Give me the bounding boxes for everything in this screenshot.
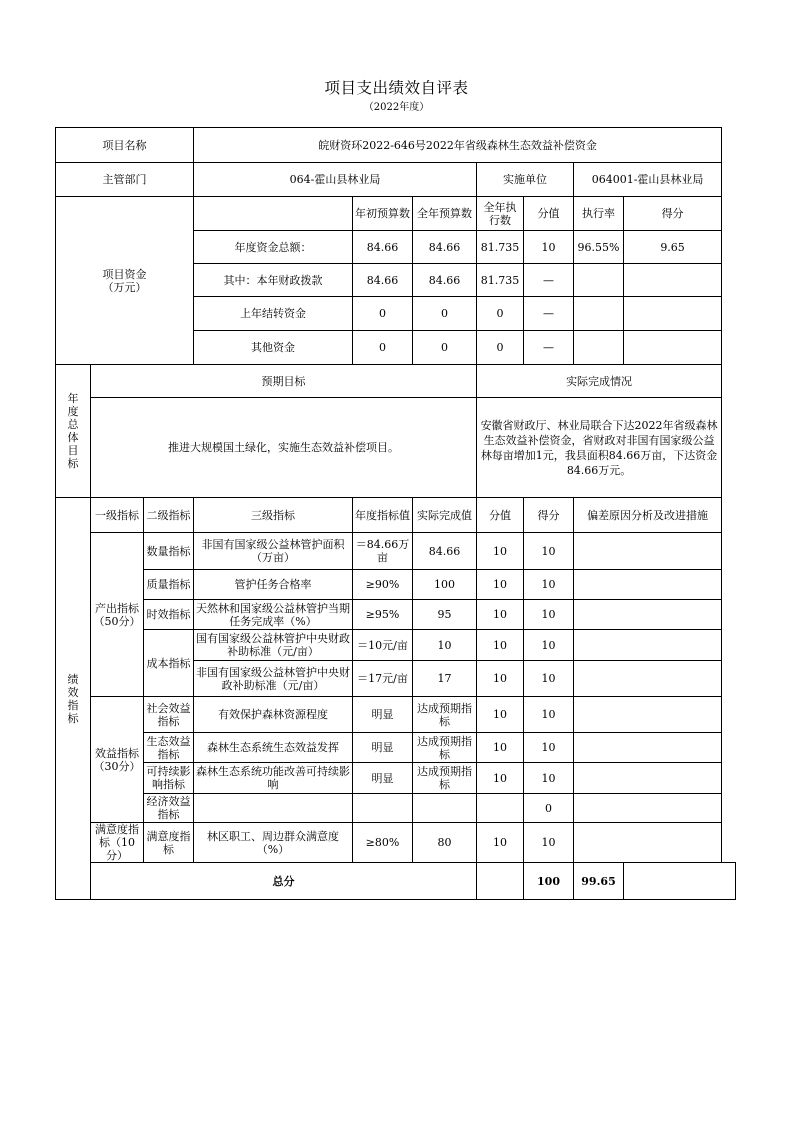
benefit-label — [91, 697, 144, 823]
output-label-line2: （50分） — [93, 614, 141, 628]
indicator-level3: 有效保护森林资源程度 — [194, 697, 353, 733]
indicator-target: 明显 — [353, 733, 413, 763]
funds-row-initial: 84.66 — [353, 231, 413, 264]
indicator-level2: 数量指标 — [144, 533, 194, 570]
goals-side-char: 年 — [67, 392, 79, 405]
indicator-target: ＝17元/亩 — [353, 661, 413, 697]
funds-row-initial: 0 — [353, 331, 413, 365]
indicator-score-value: 10 — [477, 661, 524, 697]
indicator-score-value: 10 — [477, 733, 524, 763]
indicator-score: 10 — [524, 661, 574, 697]
indicator-score: 10 — [524, 823, 574, 863]
page-title: 项目支出绩效自评表 — [324, 79, 469, 97]
indicator-row — [56, 600, 736, 630]
indicator-target: ≥95% — [353, 600, 413, 630]
funds-row-score-value: — — [524, 297, 574, 331]
funds-row-rate: 96.55% — [574, 231, 624, 264]
indicator-score: 10 — [524, 733, 574, 763]
impl-label: 实施单位 — [477, 163, 574, 197]
goals-header-row — [56, 365, 736, 398]
funds-row-label: 其中：本年财政拨款 — [194, 264, 353, 297]
indicator-row — [56, 630, 736, 661]
header-level1: 一级指标 — [91, 498, 144, 533]
goals-content-row — [56, 398, 736, 498]
header-actual: 实际完成值 — [413, 498, 477, 533]
indicators-header-row — [56, 498, 736, 533]
impl-value: 064001-霍山县林业局 — [574, 163, 722, 197]
goals-side-char: 目 — [67, 444, 79, 457]
funds-row-label: 其他资金 — [194, 331, 353, 365]
dept-label: 主管部门 — [56, 163, 194, 197]
funds-row-rate — [574, 264, 624, 297]
department-row — [56, 163, 736, 197]
indicator-level3: 天然林和国家级公益林管护当期任务完成率（%） — [194, 600, 353, 630]
dept-value: 064-霍山县林业局 — [194, 163, 477, 197]
indicator-target — [353, 794, 413, 823]
goals-side-char: 度 — [67, 405, 79, 418]
funds-row-label: 上年结转资金 — [194, 297, 353, 331]
goals-side-char: 总 — [67, 418, 79, 431]
indicator-analysis — [574, 823, 722, 863]
goals-actual-text: 安徽省财政厅、林业局联合下达2022年省级森林生态效益补偿资金，省财政对非国有国家级公益林每亩增加1元，我县面积84.66万亩，下达资金84.66万元。 — [477, 398, 722, 498]
funds-label-line1: 项目资金 — [102, 267, 147, 281]
indicator-level3: 国有国家级公益林管护中央财政补助标准（元/亩） — [194, 630, 353, 661]
funds-row-score — [624, 331, 722, 365]
funds-row-score-value: 10 — [524, 231, 574, 264]
project-name-value: 皖财资环2022-646号2022年省级森林生态效益补偿资金 — [194, 128, 722, 163]
indicator-score: 10 — [524, 763, 574, 794]
funds-header-score-value: 分值 — [524, 197, 574, 231]
indicator-analysis — [574, 570, 722, 600]
indicator-level3: 森林生态系统生态效益发挥 — [194, 733, 353, 763]
header-level2: 二级指标 — [144, 498, 194, 533]
funds-row-executed: 0 — [477, 331, 524, 365]
header-level3: 三级指标 — [194, 498, 353, 533]
indicator-analysis — [574, 794, 722, 823]
indicator-score-value: 10 — [477, 630, 524, 661]
indicator-actual: 10 — [413, 630, 477, 661]
header-score-value: 分值 — [477, 498, 524, 533]
indicator-actual — [413, 794, 477, 823]
funds-row-score — [624, 297, 722, 331]
funds-row-rate — [574, 331, 624, 365]
indicator-actual: 84.66 — [413, 533, 477, 570]
indicator-actual: 80 — [413, 823, 477, 863]
indicator-level3 — [194, 794, 353, 823]
funds-row-score-value: — — [524, 264, 574, 297]
goals-side-char: 标 — [67, 457, 79, 470]
indicator-analysis — [574, 763, 722, 794]
indicator-score-value: 10 — [477, 570, 524, 600]
indicator-row — [56, 733, 736, 763]
indicator-actual: 达成预期指标 — [413, 697, 477, 733]
indicator-row — [56, 533, 736, 570]
funds-row-score: 9.65 — [624, 231, 722, 264]
goals-side-char: 体 — [67, 431, 79, 444]
funds-header-initial: 年初预算数 — [353, 197, 413, 231]
output-label-line1: 产出指标 — [95, 601, 139, 615]
indicator-analysis — [574, 733, 722, 763]
indicator-level3: 林区职工、周边群众满意度（%） — [194, 823, 353, 863]
total-actual — [477, 863, 524, 900]
indicator-analysis — [574, 533, 722, 570]
indicator-score-value: 10 — [477, 823, 524, 863]
indicators-side-char: 标 — [67, 711, 79, 725]
funds-header-score: 得分 — [624, 197, 722, 231]
indicator-target: 明显 — [353, 697, 413, 733]
page-subtitle: （2022年度） — [363, 102, 430, 113]
indicator-score: 10 — [524, 697, 574, 733]
indicators-side-char: 绩 — [67, 672, 79, 686]
funds-header-executed: 全年执行数 — [477, 197, 524, 231]
project-name-row — [56, 128, 736, 163]
indicator-row — [56, 823, 736, 863]
benefit-label-line1: 效益指标 — [95, 746, 139, 760]
funds-row-score-value: — — [524, 331, 574, 365]
indicator-level2: 社会效益指标 — [144, 697, 194, 733]
indicator-score-value: 10 — [477, 763, 524, 794]
funds-row-annual: 0 — [413, 297, 477, 331]
indicator-target: ＝84.66万亩 — [353, 533, 413, 570]
indicator-level2: 生态效益指标 — [144, 733, 194, 763]
funds-header-annual: 全年预算数 — [413, 197, 477, 231]
indicator-target: ＝10元/亩 — [353, 630, 413, 661]
output-label — [91, 533, 144, 697]
funds-row-rate — [574, 297, 624, 331]
total-analysis — [624, 863, 736, 900]
indicator-score: 10 — [524, 600, 574, 630]
benefit-label-line2: （30分） — [93, 759, 141, 773]
indicator-score-value: 10 — [477, 600, 524, 630]
indicator-level3: 非国有国家级公益林管护中央财政补助标准（元/亩） — [194, 661, 353, 697]
indicator-target: 明显 — [353, 763, 413, 794]
indicator-actual: 达成预期指标 — [413, 763, 477, 794]
indicator-score-value: 10 — [477, 697, 524, 733]
indicators-side-char: 效 — [67, 685, 79, 699]
funds-row-executed: 81.735 — [477, 231, 524, 264]
funds-row-annual: 0 — [413, 331, 477, 365]
funds-row-score — [624, 264, 722, 297]
indicator-level2: 经济效益指标 — [144, 794, 194, 823]
indicator-score: 0 — [524, 794, 574, 823]
indicator-level3: 非国有国家级公益林管护面积（万亩） — [194, 533, 353, 570]
funds-label-line2: （万元） — [102, 280, 147, 294]
indicator-actual: 17 — [413, 661, 477, 697]
indicator-target: ≥90% — [353, 570, 413, 600]
goals-side-label — [56, 365, 91, 498]
indicators-side-char: 指 — [67, 698, 79, 712]
indicator-level2: 满意度指标 — [144, 823, 194, 863]
total-label: 总分 — [91, 863, 477, 900]
indicator-analysis — [574, 630, 722, 661]
total-score: 99.65 — [574, 863, 624, 900]
funds-row-initial: 0 — [353, 297, 413, 331]
indicator-level3: 森林生态系统功能改善可持续影响 — [194, 763, 353, 794]
funds-row-annual: 84.66 — [413, 264, 477, 297]
indicator-level2: 质量指标 — [144, 570, 194, 600]
total-score-value: 100 — [524, 863, 574, 900]
indicator-score: 10 — [524, 533, 574, 570]
indicator-level2: 可持续影响指标 — [144, 763, 194, 794]
indicator-row — [56, 763, 736, 794]
indicator-analysis — [574, 661, 722, 697]
indicator-actual: 95 — [413, 600, 477, 630]
funds-row-initial: 84.66 — [353, 264, 413, 297]
indicator-level3: 管护任务合格率 — [194, 570, 353, 600]
indicator-target: ≥80% — [353, 823, 413, 863]
performance-table — [55, 127, 736, 900]
indicator-level2: 成本指标 — [144, 630, 194, 697]
indicator-score: 10 — [524, 630, 574, 661]
header-analysis: 偏差原因分析及改进措施 — [574, 498, 722, 533]
satisfaction-label-line1: 满意度指 — [95, 823, 139, 836]
indicator-row — [56, 697, 736, 733]
indicator-row — [56, 570, 736, 600]
indicator-actual: 100 — [413, 570, 477, 600]
funds-row-executed: 0 — [477, 297, 524, 331]
indicator-score: 10 — [524, 570, 574, 600]
funds-header-blank — [194, 197, 353, 231]
indicators-side-label — [56, 498, 91, 900]
indicator-actual: 达成预期指标 — [413, 733, 477, 763]
indicator-analysis — [574, 600, 722, 630]
indicator-level2: 时效指标 — [144, 600, 194, 630]
project-name-label: 项目名称 — [56, 128, 194, 163]
goals-expected-text: 推进大规模国土绿化，实施生态效益补偿项目。 — [91, 398, 477, 498]
funds-label — [56, 197, 194, 365]
funds-header-row — [56, 197, 736, 231]
satisfaction-label-line2: 标（10分） — [99, 836, 135, 862]
indicator-analysis — [574, 697, 722, 733]
header-score: 得分 — [524, 498, 574, 533]
satisfaction-label — [91, 823, 144, 863]
goals-expected-header: 预期目标 — [91, 365, 477, 398]
funds-row-label: 年度资金总额： — [194, 231, 353, 264]
indicator-row — [56, 794, 736, 823]
indicator-score-value — [477, 794, 524, 823]
funds-row-annual: 84.66 — [413, 231, 477, 264]
funds-header-rate: 执行率 — [574, 197, 624, 231]
header-target: 年度指标值 — [353, 498, 413, 533]
indicator-score-value: 10 — [477, 533, 524, 570]
funds-row-executed: 81.735 — [477, 264, 524, 297]
total-row — [56, 863, 736, 900]
goals-actual-header: 实际完成情况 — [477, 365, 722, 398]
